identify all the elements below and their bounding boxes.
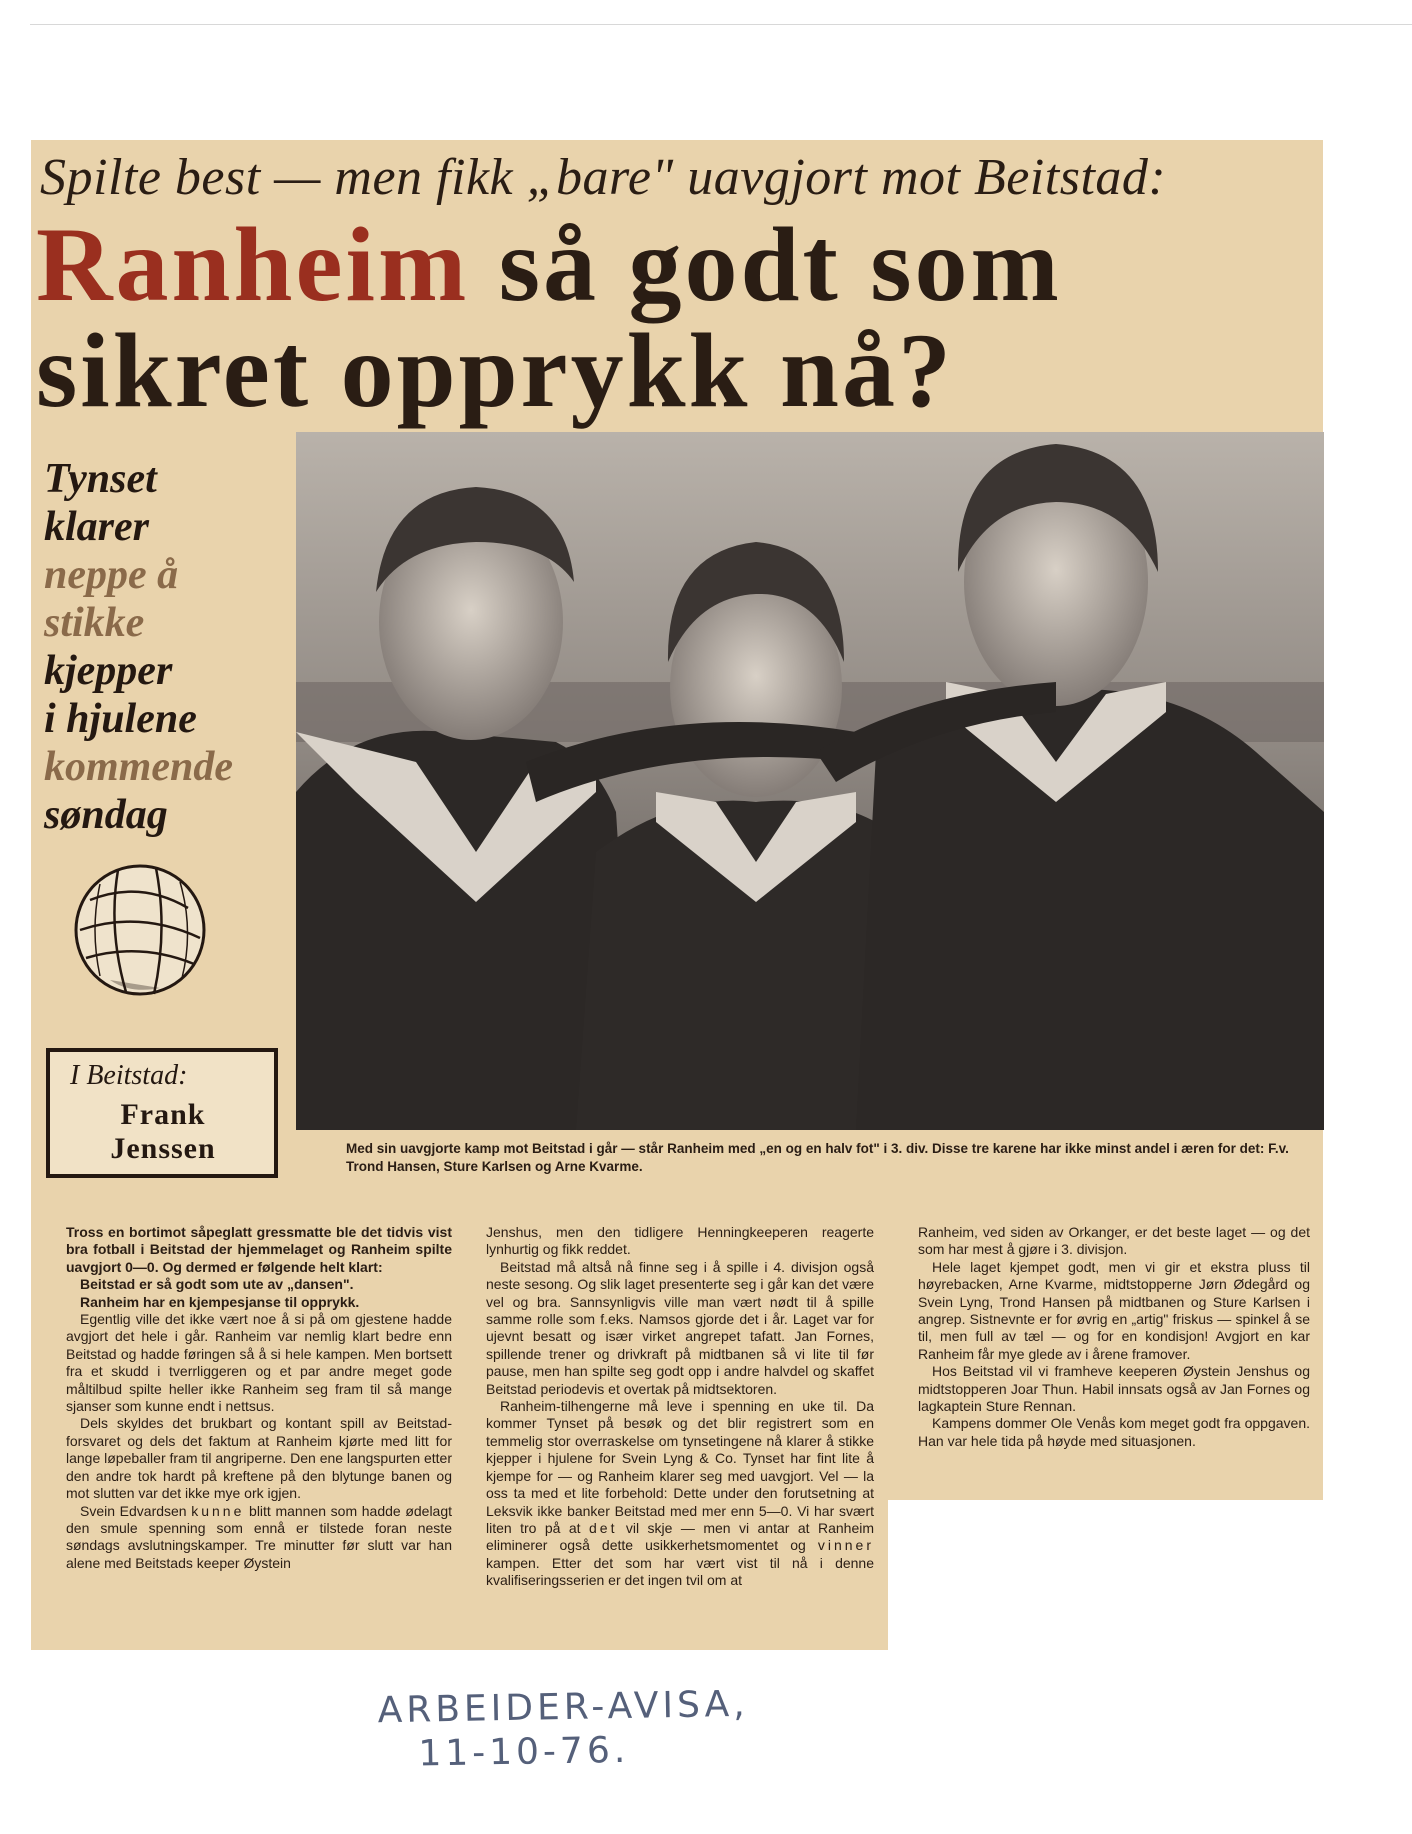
kicker-headline: Spilte best — men fikk „bare" uavgjort mot Beitstad: [40,149,1167,206]
main-headline [36,206,1316,429]
handwritten-source-note [377,1683,750,1777]
headline-line-1 [36,206,1316,323]
paragraph: Ranheim har en kjempesjanse til opprykk. [80,1293,360,1310]
paragraph: Tross en bortimot såpeglatt gressmatte ble det tidvis vist bra fotball i Beitstad der hjemmelaget og Ranheim spilte uavgjort 0—0. Og dermed er følgende helt klart: [66,1224,452,1275]
paragraph: Beitstad er så godt som ute av „dansen". [80,1276,354,1293]
scan-edge-line [30,24,1412,25]
paragraph: Jenshus, men den tidligere Henningkeeperen reagerte lynhurtig og fikk reddet. [486,1224,874,1258]
byline-box [46,1048,278,1178]
deck-subheadline [44,455,304,839]
spaced-emphasis: kunne [191,1502,245,1519]
article-column-1 [66,1224,452,1572]
deck-line: stikke [44,600,145,646]
deck-line: i hjulene [44,696,197,742]
byline-author [68,1098,258,1166]
paragraph: Dels skyldes det brukbart og kontant spill av Beitstad-forsvaret og dels det faktum at Ranheim kjørte med litt for lange løpeballer fram til angriperne. Den ene langspurten etter den andre tok hardt på kreftene på den blytunge banen og mot slutten var det ikke mye ork igjen. [66,1415,453,1502]
paragraph: Egentlig ville det ikke vært noe å si på om gjestene hadde avgjort det hele i går. Ranheim var nemlig klart bedre enn Beitstad og hadde føringen så å si hele kampen. Men bortsett fra et skudd i tverrliggeren og et par andre meget gode måltilbud spilte heller ikke Ranheim seg fram til så mange sjanser som kunne endt i nettsus. [66,1311,452,1415]
deck-line: kommende [44,744,233,790]
text-run: blitt mannen som hadde ødelagt den smule spenning som ennå er tilstede foran neste søndags avslutningskamper. Tre minutter før slutt var han alene med Beitstads keeper Øystein [66,1502,453,1571]
paragraph: Hos Beitstad vil vi framheve keeperen Øystein Jenshus og midtstopperen Joar Thun. Habil innsats også av Jan Fornes og lagkaptein Sture Rennan. [918,1363,1310,1415]
byline-author-first: Frank [120,1098,206,1131]
clipping-cut-corner [888,1500,1328,1660]
paragraph: Beitstad må altså nå finne seg i å spille i 4. divisjon også neste sesong. Og slik laget presenterte seg i går kan det være vel og bra. Sannsynligvis ville man vært nødt til å spille samme rolle som f.eks. Namsos gjorde det i år. Laget var for ujevnt besatt og især virket angrepet tafatt. Jan Fornes, spillende trener og drivkraft på midtbanen så vi lite til før pause, men han spilte seg godt opp i andre halvdel og skaffet Beitstad periodevis et overtak på midtsektoren. [486,1258,874,1397]
deck-line: neppe å [44,552,179,598]
article-column-3 [918,1224,1310,1450]
byline-location: I Beitstad: [70,1060,188,1091]
football-icon [70,860,210,1000]
photo-caption: Med sin uavgjorte kamp mot Beitstad i går — står Ranheim med „en og en halv fot" i 3. div. Disse tre karene har ikke minst andel i æren for det: F.v. Trond Hansen, Sture Karlsen og Arne Kvarme. [346,1141,1289,1174]
deck-line: Tynset [44,456,157,502]
text-run: Ranheim-tilhengerne må leve i spenning en uke til. Da kommer Tynset på besøk og det blir registrert som en temmelig stor overraskelse om tynsetingene nå klarer å stikke kjepper i hjulene for Svein Lyng & Co. Tynset har fint lite å kjempe for — og Ranheim klarer seg med uavgjort. Vel — la oss ta med et lite forbehold: Dette under den forutsetning at Leksvik ikke banker Beitstad med mer enn 5—0. Vi har svært liten tro på at [486,1398,874,1536]
byline-author-last: Jenssen [110,1132,216,1165]
text-run: vil skje — men vi antar at Ranheim eliminerer også dette usikkerhetsmomentet og [486,1519,875,1554]
paragraph [66,1503,452,1573]
paragraph [486,1398,874,1589]
handwritten-date: 11-10-76. [418,1729,630,1775]
text-run: Svein Edvardsen [80,1502,187,1519]
headline-line-2: sikret opprykk nå? [36,312,954,429]
headline-team-name: Ranheim [36,206,470,323]
text-run: kampen. Etter det som har vært vist til nå i denne kvalifiseringsserien er det ingen tvil om at [486,1554,874,1589]
paragraph: Ranheim, ved siden av Orkanger, er det beste laget — og det som har mest å gjøre i 3. divisjon. [918,1224,1310,1258]
deck-line: klarer [44,504,149,550]
spaced-emphasis: det [589,1519,618,1536]
headline-line-1-rest: så godt som [469,206,1062,323]
article-column-2 [486,1224,874,1590]
spaced-emphasis: vinner [817,1537,874,1554]
handwritten-source: ARBEIDER-AVISA, [377,1683,750,1732]
deck-line: søndag [44,792,168,838]
deck-line: kjepper [44,648,173,694]
paragraph: Kampens dommer Ole Venås kom meget godt fra oppgaven. Han var hele tida på høyde med situasjonen. [918,1415,1310,1449]
photo-three-players [296,432,1324,1130]
paragraph: Hele laget kjempet godt, men vi gir et ekstra pluss til høyrebacken, Arne Kvarme, midtstopperne Jørn Ødegård og Svein Lyng, Trond Hansen på midtbanen og Sture Karlsen i angrep. Sistnevnte er for øvrig en „artig" friskus — spinkel å se til, men full av tæl — og for en kondisjon! Avgjort en kar Ranheim får mye glede av i årene framover. [918,1258,1310,1362]
